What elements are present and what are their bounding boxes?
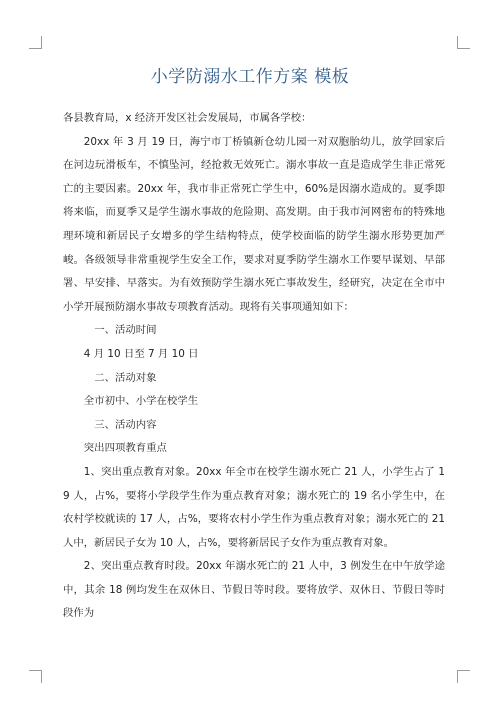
crop-mark-bottom-left xyxy=(29,670,42,683)
document-body xyxy=(63,107,445,626)
content-point-1: 1、突出重点教育对象。20xx 年全市在校学生溺水死亡 21 人，小学生占了 19 人，占%，要将小学段学生作为重点教育对象；溺水死亡的 19 名小学生中，在农村学校就读的 17 人，占%，要将农村小学生作为重点教育对象；溺水死亡的 21 人中，新居民子女为 10 人，占%，要将新居民子女作为重点教育对象。 xyxy=(63,465,445,549)
crop-mark-top-left xyxy=(29,36,42,49)
document-title: 小学防溺水工作方案 模板 xyxy=(150,67,350,87)
content-point-2: 2、突出重点教育时段。20xx 年溺水死亡的 21 人中，3 例发生在中午放学途中，其余 18 例均发生在双休日、节假日等时段。要将放学、双休日、节假日等时段作为 xyxy=(63,560,445,620)
intro-paragraph: 20xx 年 3 月 19 日，海宁市丁桥镇新仓幼儿园一对双胞胎幼儿，放学回家后在河边玩滑板车，不慎坠河，经抢救无效死亡。溺水事故一直是造成学生非正常死亡的主要因素。20xx 年，我市非正常死亡学生中，60%是因溺水造成的。夏季即将来临，而夏季又是学生溺水事故的危险期、高发期。由于我市河网密布的特殊地理环境和新居民子女增多的学生结构特点，使学校面临的防学生溺水形势更加严峻。各级领导非常重视学生安全工作，要求对夏季防学生溺水工作要早谋划、早部署、早安排、早落实。为有效预防学生溺水死亡事故发生，经研究，决定在全市中小学开展预防溺水事故专项教育活动。现将有关事项通知如下： xyxy=(63,135,445,313)
crop-mark-bottom-right xyxy=(457,670,470,683)
section-intro-content: 突出四项教育重点 xyxy=(83,442,167,455)
section-body-target: 全市初中、小学在校学生 xyxy=(83,395,199,408)
section-heading-content: 三、活动内容 xyxy=(94,418,157,431)
crop-mark-top-right xyxy=(457,36,470,49)
section-heading-time: 一、活动时间 xyxy=(94,324,157,337)
salutation: 各县教育局，x 经济开发区社会发展局，市属各学校： xyxy=(63,112,312,124)
section-body-time: 4 月 10 日至 7 月 10 日 xyxy=(83,347,199,360)
section-heading-target: 二、活动对象 xyxy=(94,371,157,384)
